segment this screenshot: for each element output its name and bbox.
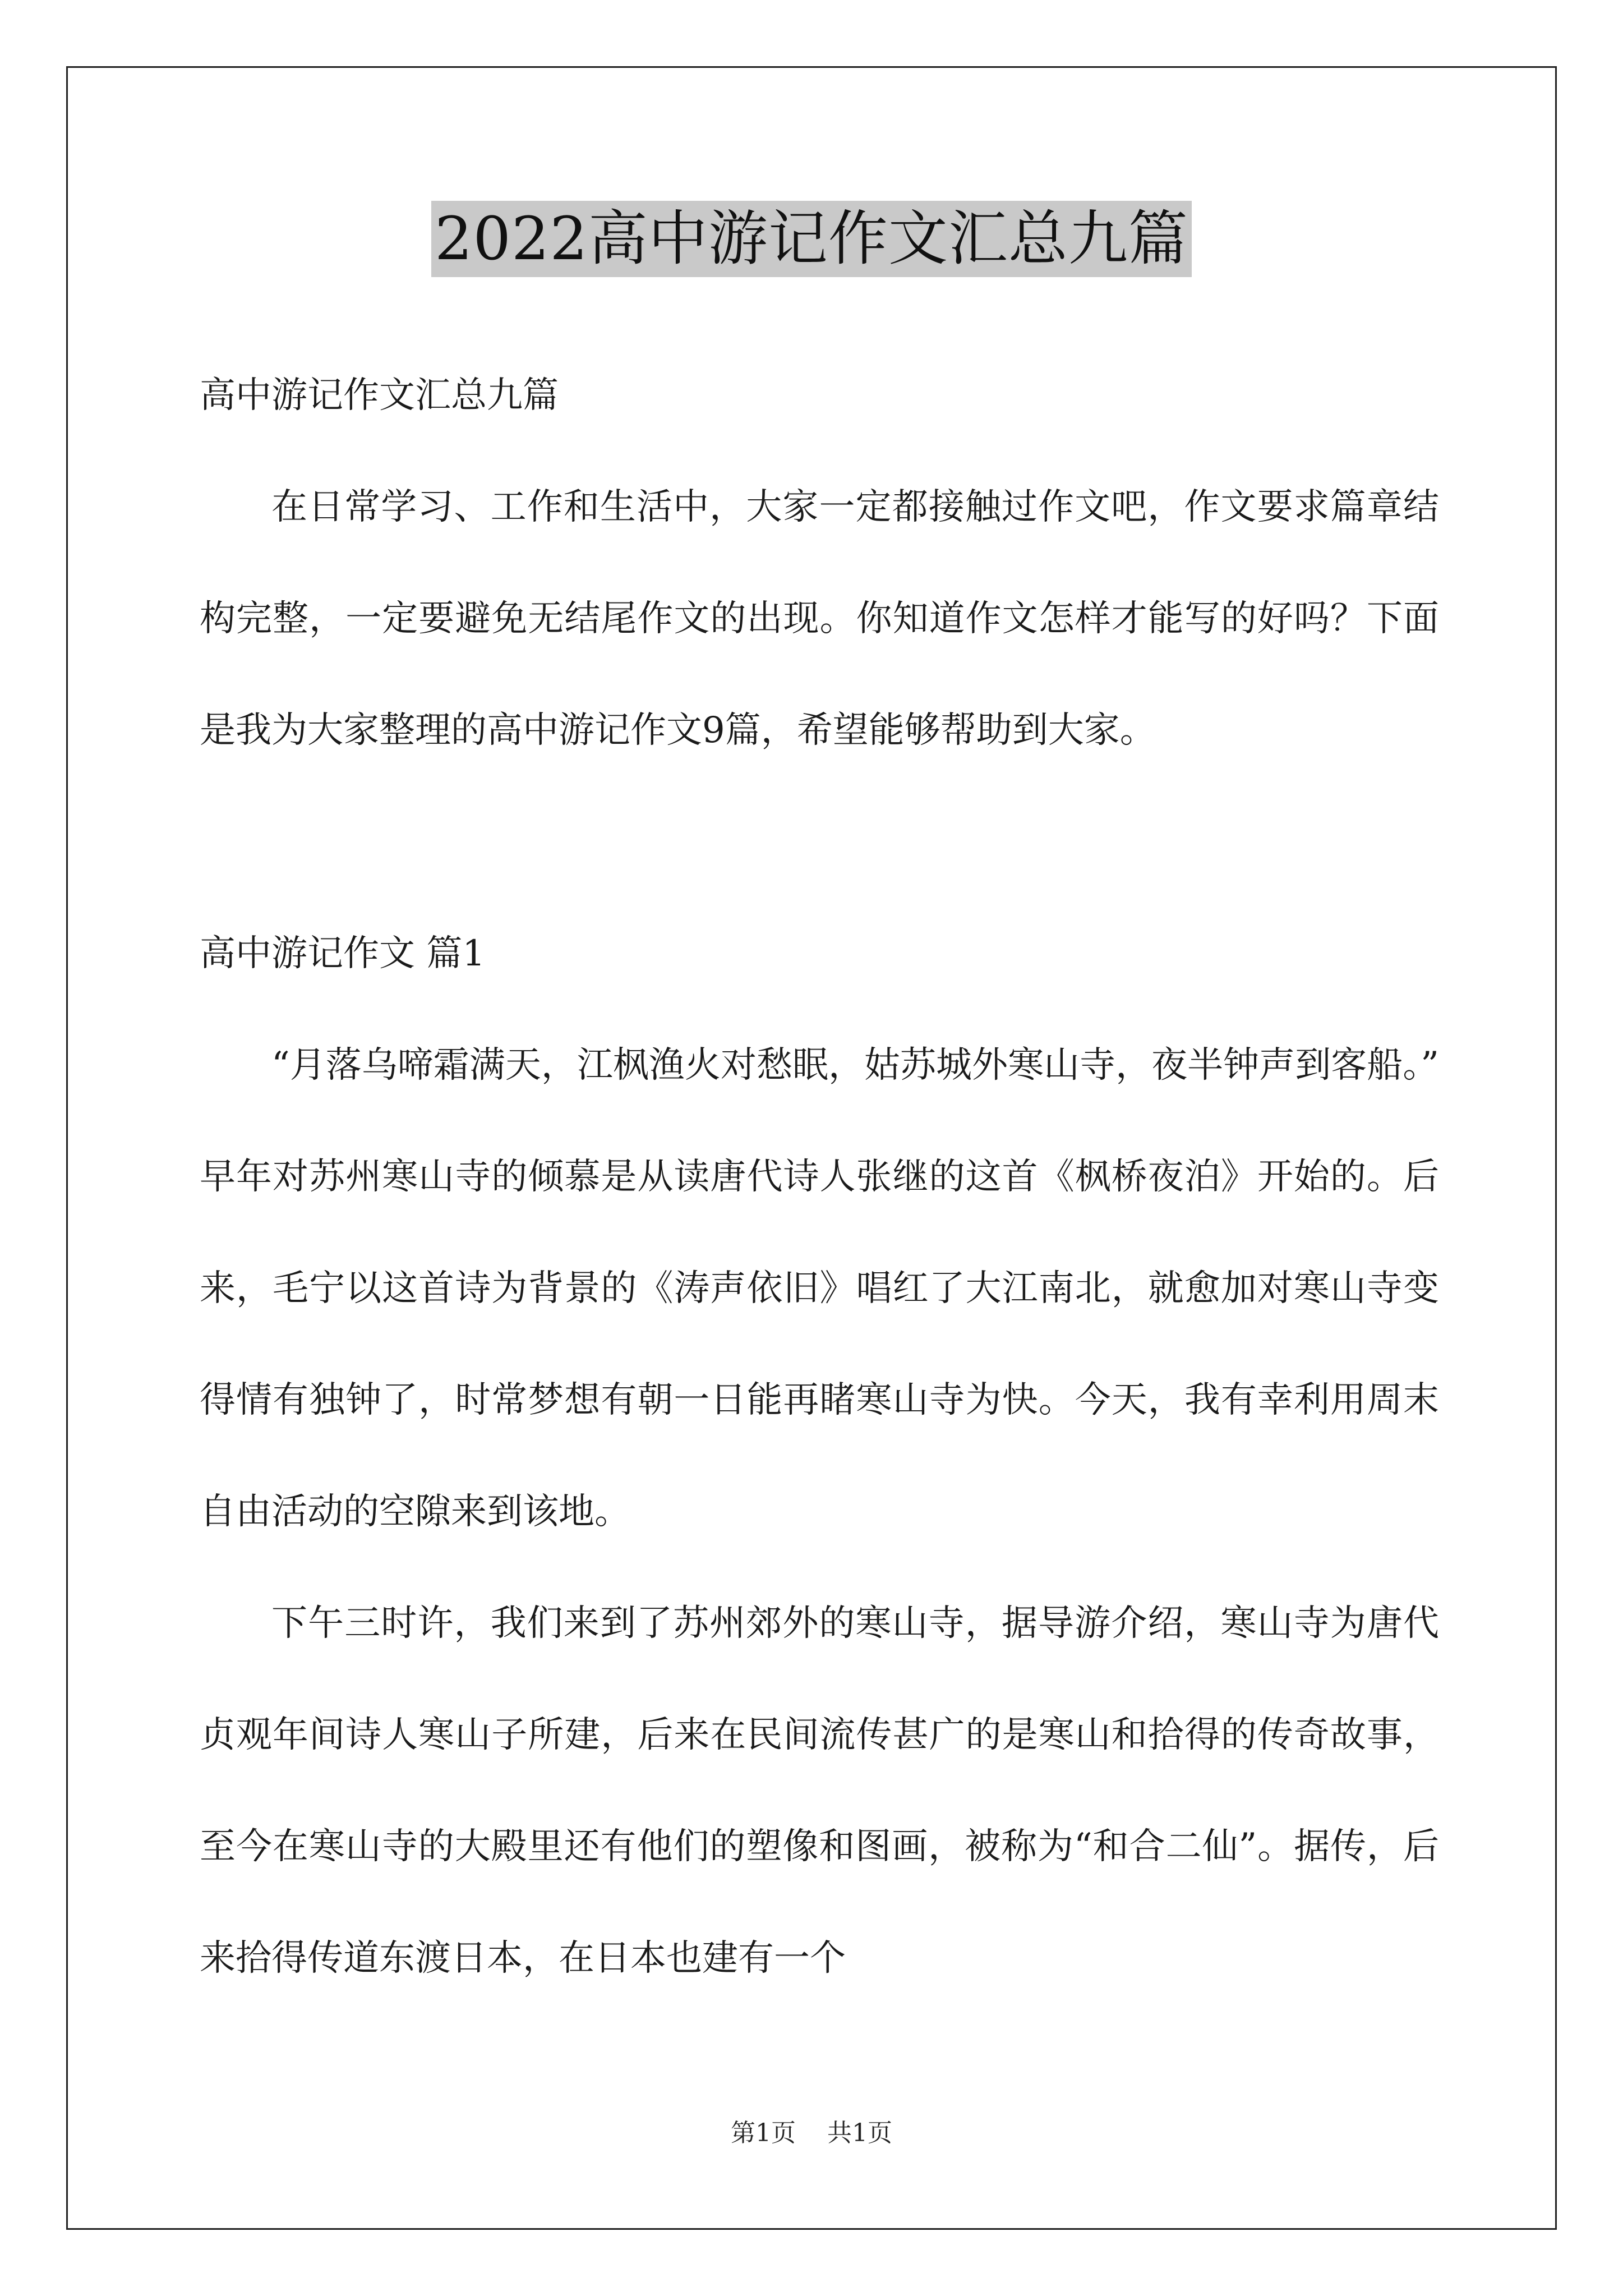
section-heading: 高中游记作文 篇1: [200, 933, 486, 974]
title-container: [0, 201, 1623, 277]
document-subtitle: 高中游记作文汇总九篇: [200, 375, 559, 416]
intro-paragraph: 在日常学习、工作和生活中，大家一定都接触过作文吧，作文要求篇章结构完整，一定要避免无结尾作文的出现。你知道作文怎样才能写的好吗？下面是我为大家整理的高中游记作文9篇，希望能够帮助到大家。: [200, 486, 1439, 751]
body-paragraph-2: 下午三时许，我们来到了苏州郊外的寒山寺，据导游介绍，寒山寺为唐代贞观年间诗人寒山子所建，后来在民间流传甚广的是寒山和拾得的传奇故事，至今在寒山寺的大殿里还有他们的塑像和图画，被称为“和合二仙”。据传，后来拾得传道东渡日本，在日本也建有一个: [200, 1603, 1439, 1979]
body-paragraph-1: “月落乌啼霜满天，江枫渔火对愁眠，姑苏城外寒山寺，夜半钟声到客船。” 早年对苏州寒山寺的倾慕是从读唐代诗人张继的这首《枫桥夜泊》开始的。后来，毛宁以这首诗为背景的《涛声依旧》唱红了大江南北，就愈加对寒山寺变得情有独钟了，时常梦想有朝一日能再睹寒山寺为快。今天，我有幸利用周末自由活动的空隙来到该地。: [200, 1045, 1439, 1533]
page-total: 共1页: [827, 2119, 892, 2147]
section-spacer: [200, 786, 1439, 898]
page-number: 第1页: [731, 2119, 796, 2147]
document-body: [200, 340, 1439, 2014]
document-title: 2022高中游记作文汇总九篇: [431, 201, 1192, 277]
page-footer: [0, 2116, 1623, 2150]
